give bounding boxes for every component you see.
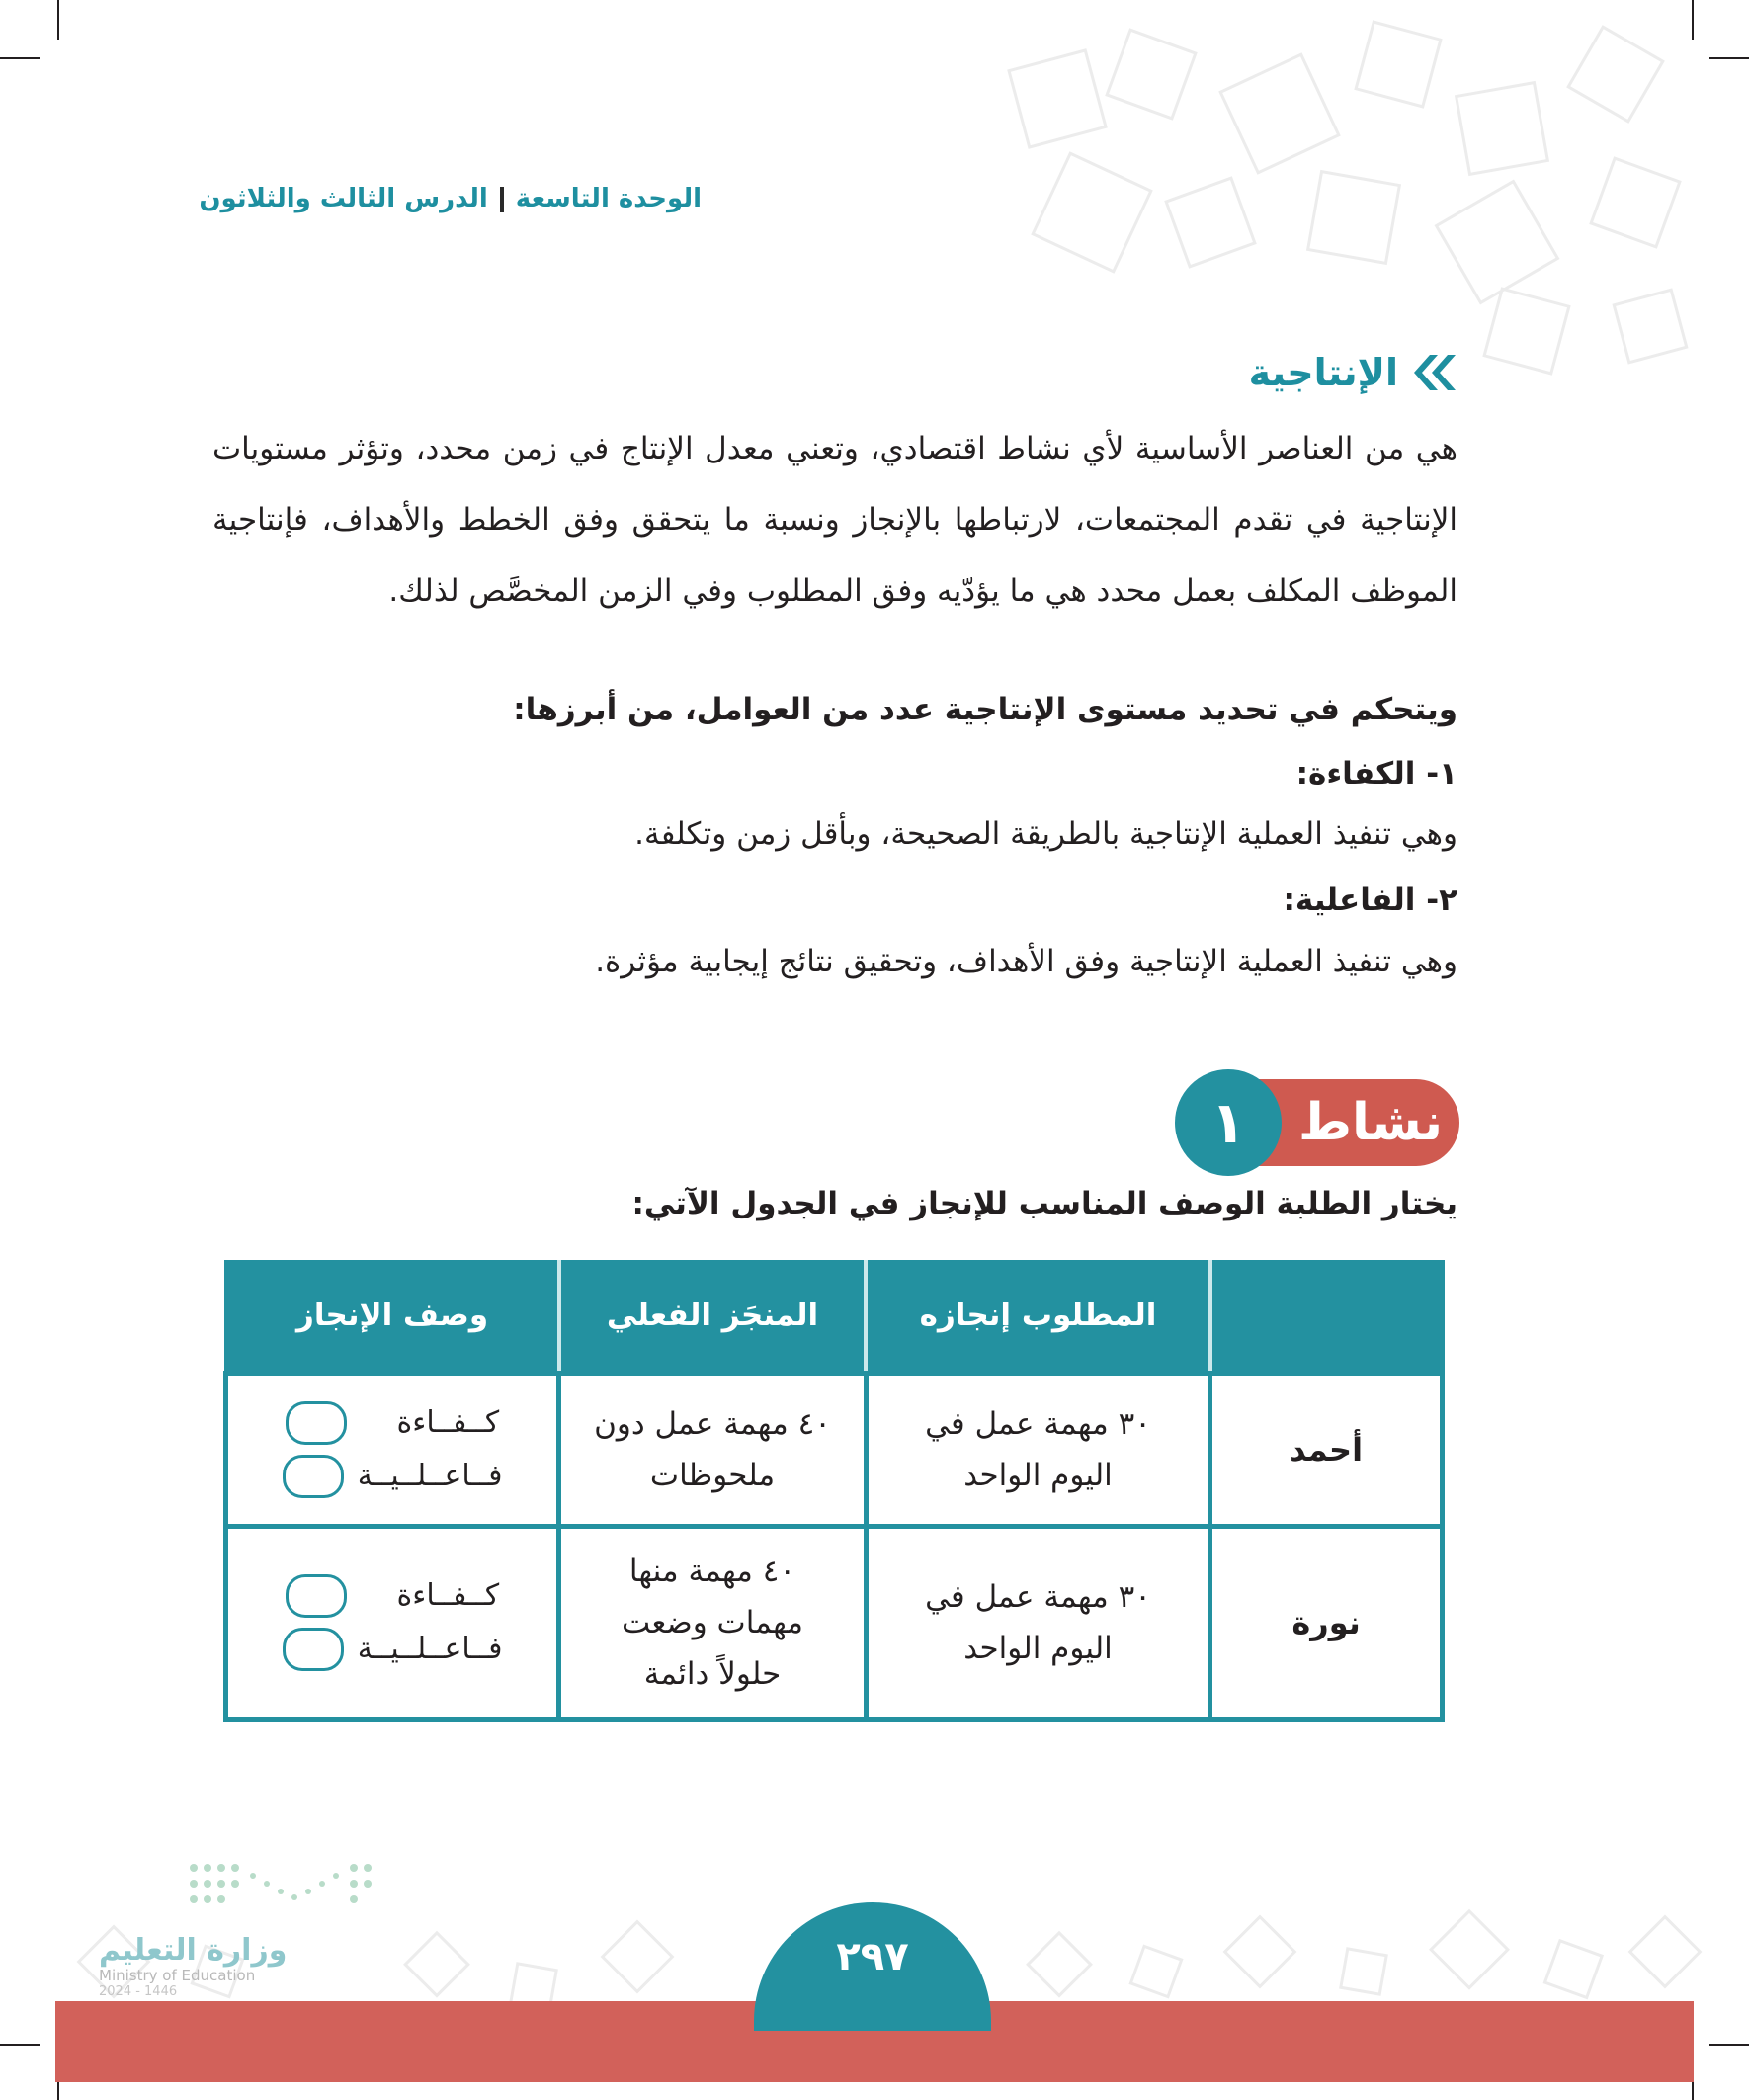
lesson-label: الدرس الثالث والثلاثون [199, 184, 488, 213]
choice-checkbox[interactable] [283, 1455, 344, 1498]
cell-line: مهمات وضعت [622, 1605, 803, 1640]
description-cell [226, 1374, 559, 1527]
actual-cell [559, 1374, 867, 1527]
page-header [199, 184, 702, 213]
activity-label: نشاط [1242, 1079, 1459, 1166]
option-label: كــفــاءة [396, 1578, 500, 1613]
required-cell [866, 1374, 1209, 1527]
ministry-name-ar: وزارة التعليم [99, 1933, 288, 1968]
ministry-dots-icon [184, 1858, 451, 1927]
header-cell-actual: المنجَز الفعلي [559, 1260, 867, 1374]
unit-label: الوحدة التاسعة [515, 184, 702, 213]
cell-line: اليوم الواحد [963, 1631, 1113, 1666]
factors-intro: ويتحكم في تحديد مستوى الإنتاجية عدد من العوامل، من أبرزها: [513, 692, 1458, 727]
table-row [226, 1374, 1443, 1527]
choice-checkbox[interactable] [286, 1401, 347, 1445]
option-effectiveness[interactable] [229, 1450, 555, 1503]
row-name: نورة [1210, 1527, 1443, 1720]
ministry-name-en: Ministry of Education [99, 1967, 256, 1984]
option-label: فــاعــلــيــة [357, 1632, 503, 1666]
header-cell-empty [1210, 1260, 1443, 1374]
cell-line: ٣٠ مهمة عمل في [925, 1406, 1151, 1442]
factor-2-text: وهي تنفيذ العملية الإنتاجية وفق الأهداف، وتحقيق نتائج إيجابية مؤثرة. [595, 944, 1458, 979]
table-row [226, 1527, 1443, 1720]
cell-line: اليوم الواحد [963, 1458, 1113, 1493]
header-cell-description: وصف الإنجاز [226, 1260, 559, 1374]
choice-checkbox[interactable] [286, 1574, 347, 1618]
table-header-row [226, 1260, 1443, 1374]
cell-line: ٣٠ مهمة عمل في [925, 1579, 1151, 1615]
actual-cell [559, 1527, 867, 1720]
option-efficiency[interactable] [229, 1396, 555, 1450]
section-paragraph: هي من العناصر الأساسية لأي نشاط اقتصادي، وتعني معدل الإنتاج في زمن محدد، وتؤثر مستويات الإنتاجية في تقدم المجتمعات، لارتباطها بالإنجاز ونسبة ما يتحقق وفق الخطط والأهداف، فإنتاجية الموظف المكلف بعمل محدد هي ما يؤدّيه وفق المطلوب وفي الزمن المخصَّص لذلك. [212, 431, 1458, 609]
factor-1-title: ١- الكفاءة: [1295, 756, 1458, 792]
page-number: ٢٩٧ [754, 1902, 991, 2031]
option-label: كــفــاءة [396, 1405, 500, 1440]
section-title: الإنتاجية [1248, 351, 1398, 394]
section-heading [1249, 351, 1458, 394]
description-cell [226, 1527, 559, 1720]
activity-number: ١ [1175, 1069, 1282, 1176]
header-divider [500, 187, 504, 212]
activity-badge [1163, 1069, 1459, 1176]
option-efficiency[interactable] [229, 1569, 555, 1623]
edition-year: 2024 - 1446 [99, 1984, 178, 1999]
cell-line: ٤٠ مهمة عمل دون [594, 1406, 831, 1442]
factor-2-title: ٢- الفاعلية: [1283, 882, 1458, 918]
header-cell-required: المطلوب إنجازه [866, 1260, 1209, 1374]
achievement-table [223, 1260, 1445, 1722]
choice-checkbox[interactable] [283, 1628, 344, 1671]
option-effectiveness[interactable] [229, 1623, 555, 1676]
cell-line: حلولاً دائمة [643, 1656, 782, 1692]
option-label: فــاعــلــيــة [357, 1459, 503, 1493]
double-chevron-icon [1412, 351, 1458, 394]
activity-instruction: يختار الطلبة الوصف المناسب للإنجاز في الجدول الآتي: [631, 1186, 1458, 1221]
cell-line: ٤٠ مهمة منها [628, 1554, 796, 1589]
required-cell [866, 1527, 1209, 1720]
row-name: أحمد [1210, 1374, 1443, 1527]
cell-line: ملحوظات [649, 1458, 776, 1493]
factor-1-text: وهي تنفيذ العملية الإنتاجية بالطريقة الصحيحة، وبأقل زمن وتكلفة. [634, 816, 1458, 852]
ministry-logo [95, 1858, 391, 2006]
